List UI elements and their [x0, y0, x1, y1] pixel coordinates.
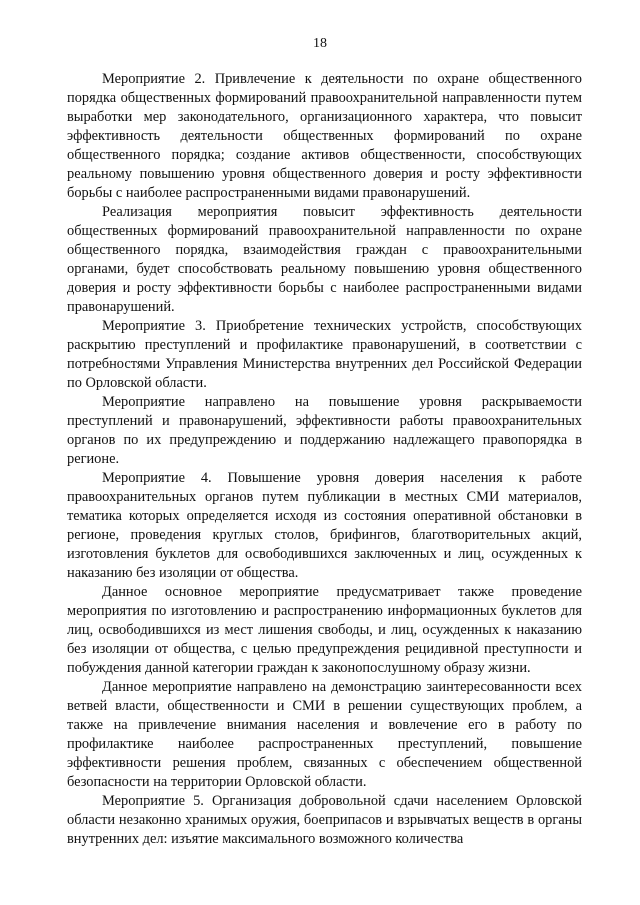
paragraph-event-3-purpose: Мероприятие направлено на повышение уровня раскрываемости преступлений и правонарушений, эффективности работы правоохранительных органов по их предупреждению и поддержанию надлежащего правопорядка в регионе.	[67, 394, 582, 467]
paragraph-event-5: Мероприятие 5. Организация добровольной сдачи населением Орловской области незаконно хранимых оружия, боеприпасов и взрывчатых веществ в органы внутренних дел: изъятие максимального возможного количества	[67, 793, 582, 847]
document-body	[67, 70, 582, 849]
page-number: 18	[313, 36, 327, 51]
paragraph-event-2-implementation: Реализация мероприятия повысит эффективность деятельности общественных формирований правоохранительной направленности по охране общественного порядка, взаимодействия граждан с правоохранительными органами, будет способствовать реальному повышению уровня общественного доверия и росту эффективности борьбы с наиболее распространенными видами правонарушений.	[67, 204, 582, 315]
paragraph-event-4-booklets: Данное основное мероприятие предусматривает также проведение мероприятия по изготовлению и распространению информационных буклетов для лиц, освободившихся из мест лишения свободы, и лиц, осужденных к наказанию без изоляции от общества, с целью предупреждения рецидивной преступности и побуждения данной категории граждан к законопослушному образу жизни.	[67, 584, 582, 676]
paragraph-event-4-purpose: Данное мероприятие направлено на демонстрацию заинтересованности всех ветвей власти, общественности и СМИ в решении существующих проблем, а также на привлечение внимания населения и вовлечение его в работу по профилактике наиболее распространенных преступлений, повышение эффективности решения проблем, связанных с обеспечением общественной безопасности на территории Орловской области.	[67, 679, 582, 790]
paragraph-event-3: Мероприятие 3. Приобретение технических устройств, способствующих раскрытию преступлений и профилактике правонарушений, в соответствии с потребностями Управления Министерства внутренних дел Российской Федерации по Орловской области.	[67, 318, 582, 391]
paragraph-event-2: Мероприятие 2. Привлечение к деятельности по охране общественного порядка общественных формирований правоохранительной направленности путем выработки мер законодательного, организационного характера, что повысит эффективность деятельности общественных формирований по охране общественного порядка; создание активов общественности, способствующих реальному повышению уровня общественного доверия и росту эффективности борьбы с наиболее распространенными видами правонарушений.	[67, 71, 582, 201]
paragraph-event-4: Мероприятие 4. Повышение уровня доверия населения к работе правоохранительных органов путем публикации в местных СМИ материалов, тематика которых определяется исходя из состояния оперативной обстановки в регионе, проведения круглых столов, брифингов, благотворительных акций, изготовления буклетов для освободившихся заключенных и лиц, осужденных к наказанию без изоляции от общества.	[67, 470, 582, 581]
